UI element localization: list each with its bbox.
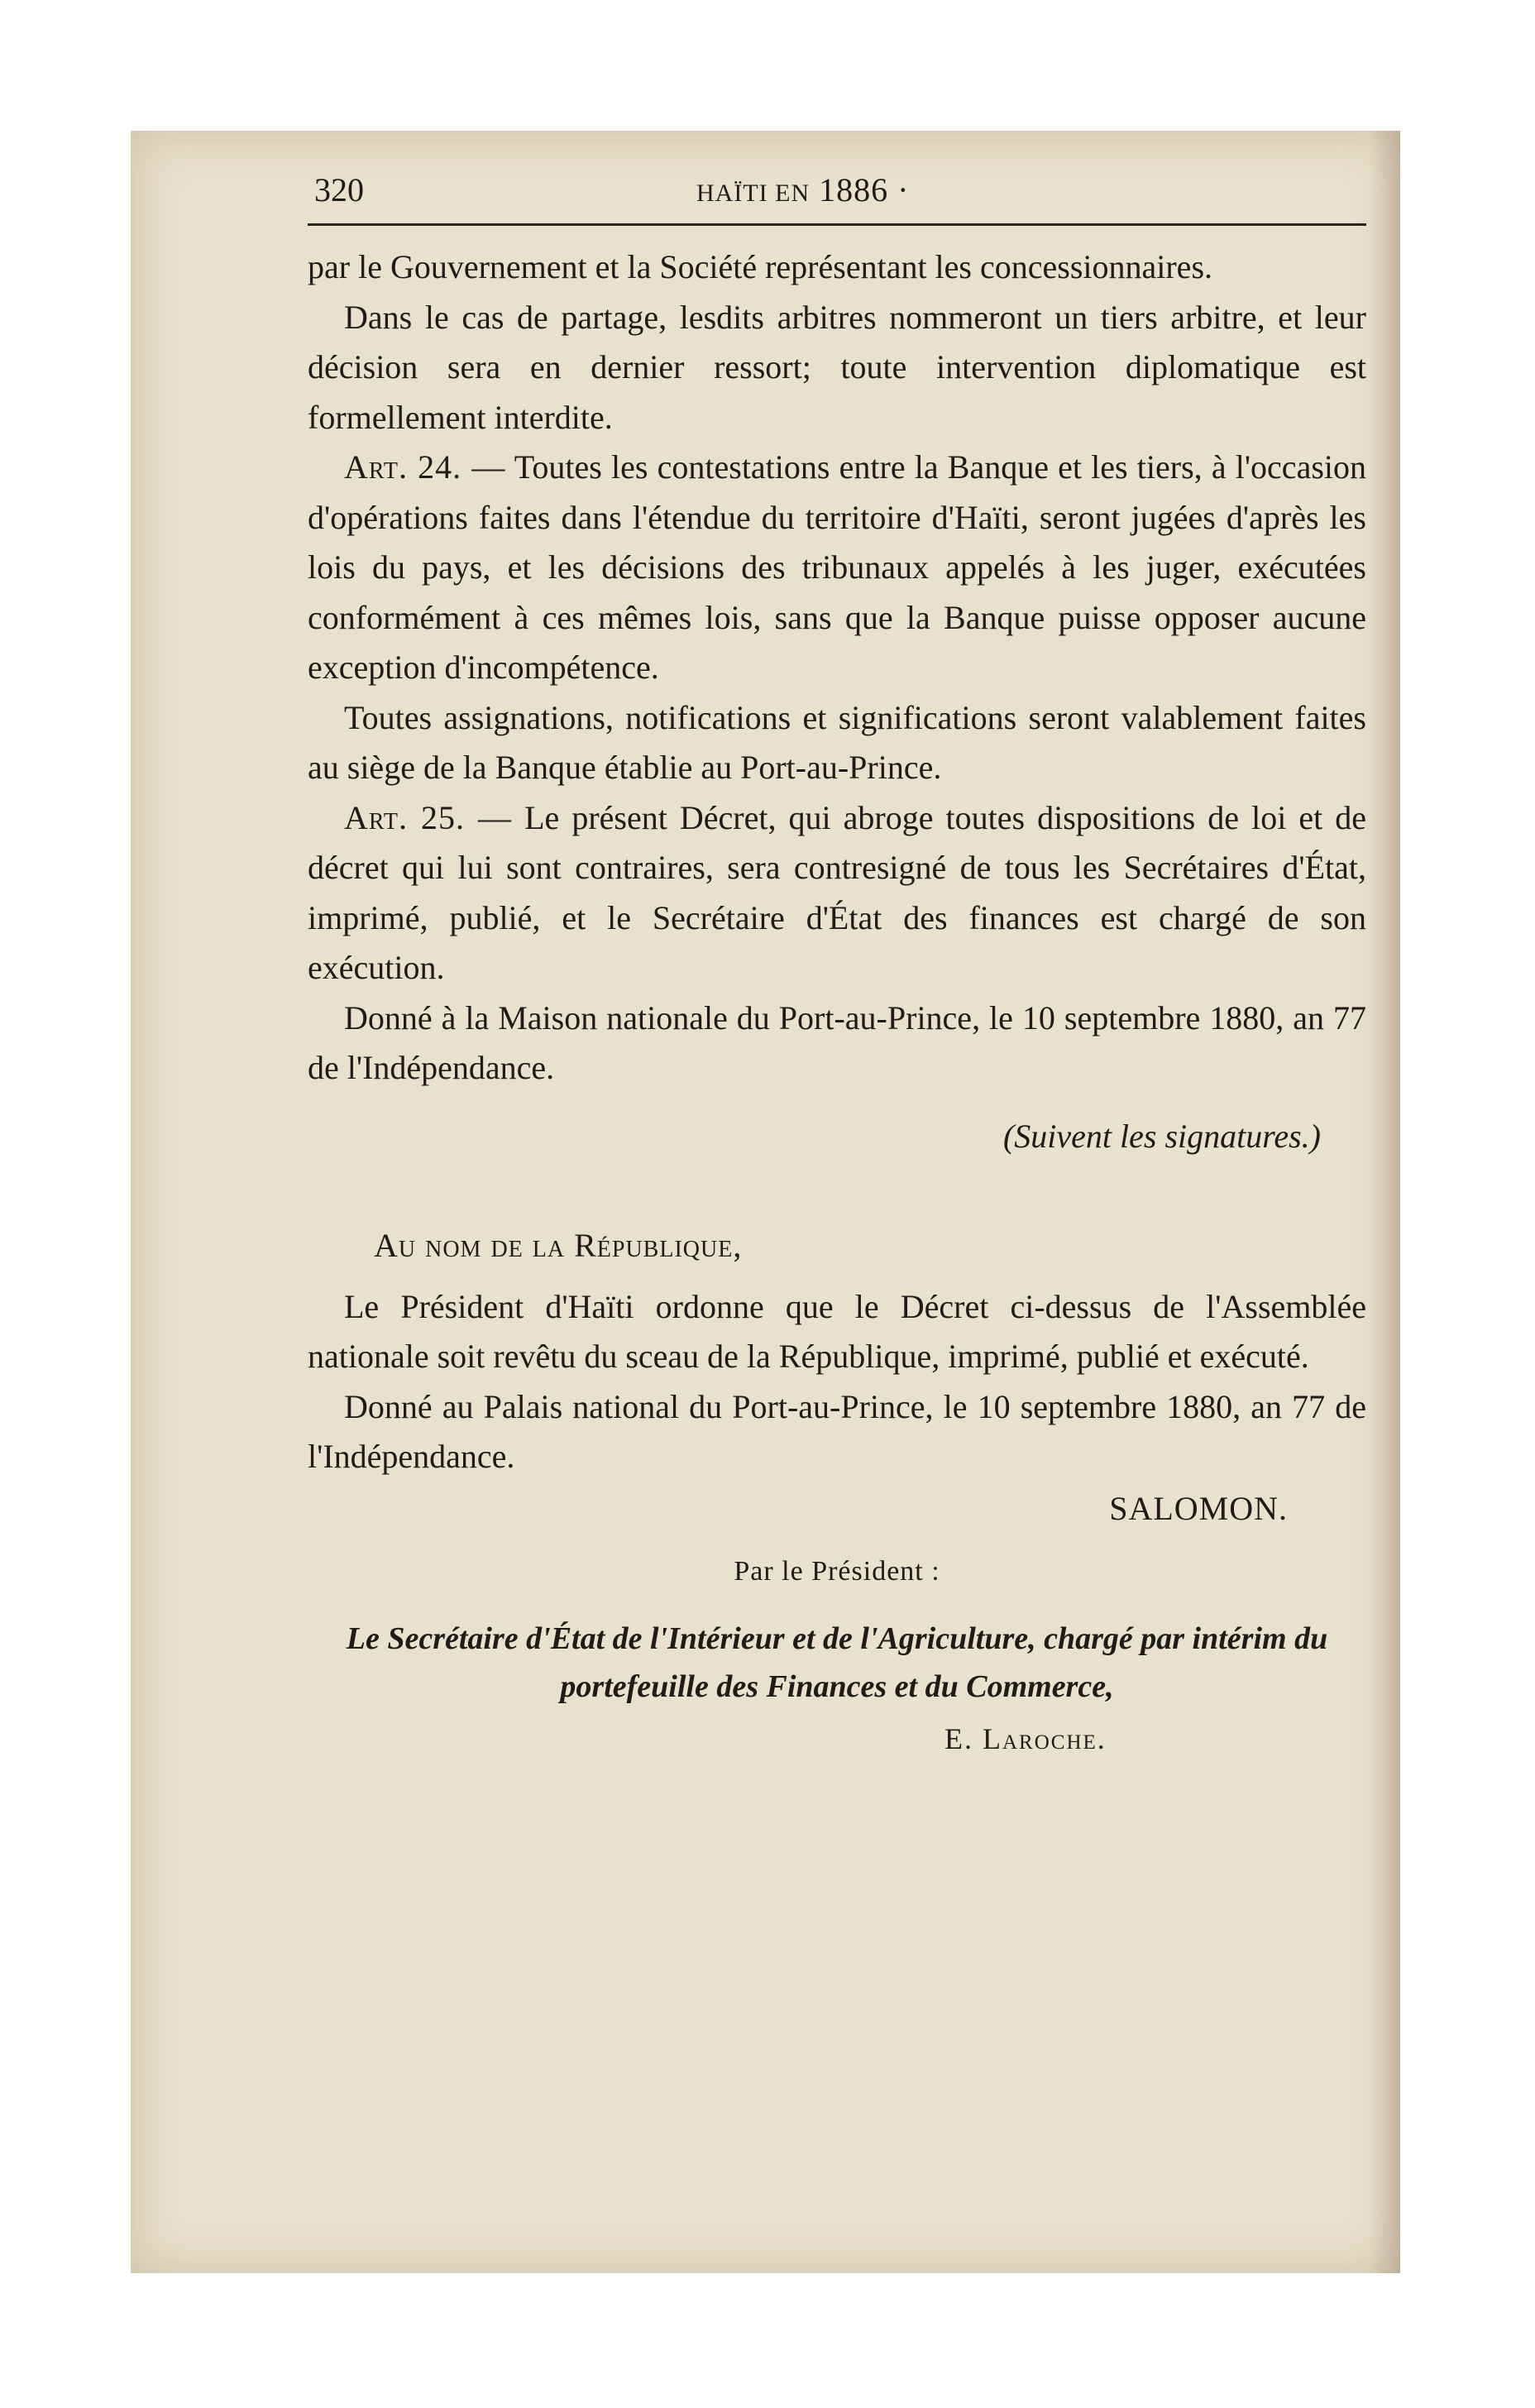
- running-title: [696, 170, 909, 209]
- promulgation-text: [308, 1282, 1366, 1482]
- paragraph-given-at-palace: Donné au Palais national du Port-au-Prince, le 10 septembre 1880, an 77 de l'Indépendance.: [308, 1387, 1366, 1475]
- countersigner-name: E. Laroche.: [944, 1721, 1107, 1755]
- paragraph-article-25: [308, 793, 1366, 993]
- page-content: [308, 164, 1366, 1764]
- header-rule: [308, 223, 1366, 226]
- paragraph-assignations: Toutes assignations, notifications et significations seront valablement faites au siège de la Banque établie au Port-au-Prince.: [308, 698, 1366, 786]
- article-24-label: Art. 24. —: [344, 448, 506, 486]
- running-title-trailing: ·: [897, 171, 910, 208]
- article-25-label: Art. 25. —: [344, 798, 513, 836]
- running-title-prefix: HAÏTI EN: [696, 180, 811, 207]
- book-page: [131, 131, 1400, 2273]
- paragraph-continuation: par le Gouvernement et la Société représentant les concessionnaires.: [308, 248, 1213, 285]
- decree-text: [308, 242, 1366, 1094]
- article-25-text: Le présent Décret, qui abroge toutes dispositions de loi et de décret qui lui sont contraires, sera contresigné de tous les Secrétaires d'État, imprimé, publié, et le Secrétaire d'État des finances est chargé de son exécution.: [308, 798, 1367, 986]
- republic-heading: Au nom de la République,: [374, 1226, 743, 1264]
- running-title-year: 1886: [819, 171, 889, 208]
- paragraph-given-at: Donné à la Maison nationale du Port-au-Prince, le 10 septembre 1880, an 77 de l'Indépendance.: [308, 998, 1366, 1086]
- paragraph-president-orders: Le Président d'Haïti ordonne que le Décret ci-dessus de l'Assemblée nationale soit revêtu du sceau de la République, imprimé, publié et exécuté.: [308, 1287, 1366, 1375]
- paragraph-article-24: [308, 443, 1366, 693]
- page-number: 320: [314, 171, 364, 208]
- signer-name: SALOMON.: [1109, 1489, 1288, 1527]
- article-24-text: Toutes les contestations entre la Banque et les tiers, à l'occasion d'opérations faites dans l'étendue du territoire d'Haïti, seront jugées d'après les lois du pays, et les décisions des tribunaux appelés à les juger, exécutées conformément à ces mêmes lois, sans que la Banque puisse opposer aucune exception d'incompétence.: [308, 448, 1366, 686]
- minister-title: Le Secrétaire d'État de l'Intérieur et de l'Agriculture, chargé par intérim du portefeuille des Finances et du Commerce,: [346, 1620, 1328, 1704]
- running-head: [308, 164, 1366, 222]
- page-edge-shadow: [1369, 131, 1400, 2273]
- paragraph-arbitration: Dans le cas de partage, lesdits arbitres nommeront un tiers arbitre, et leur décision sera en dernier ressort; toute intervention diplomatique est formellement interdite.: [308, 298, 1366, 436]
- par-le-president: Par le Président :: [734, 1555, 940, 1587]
- signatures-note: (Suivent les signatures.): [1002, 1117, 1321, 1155]
